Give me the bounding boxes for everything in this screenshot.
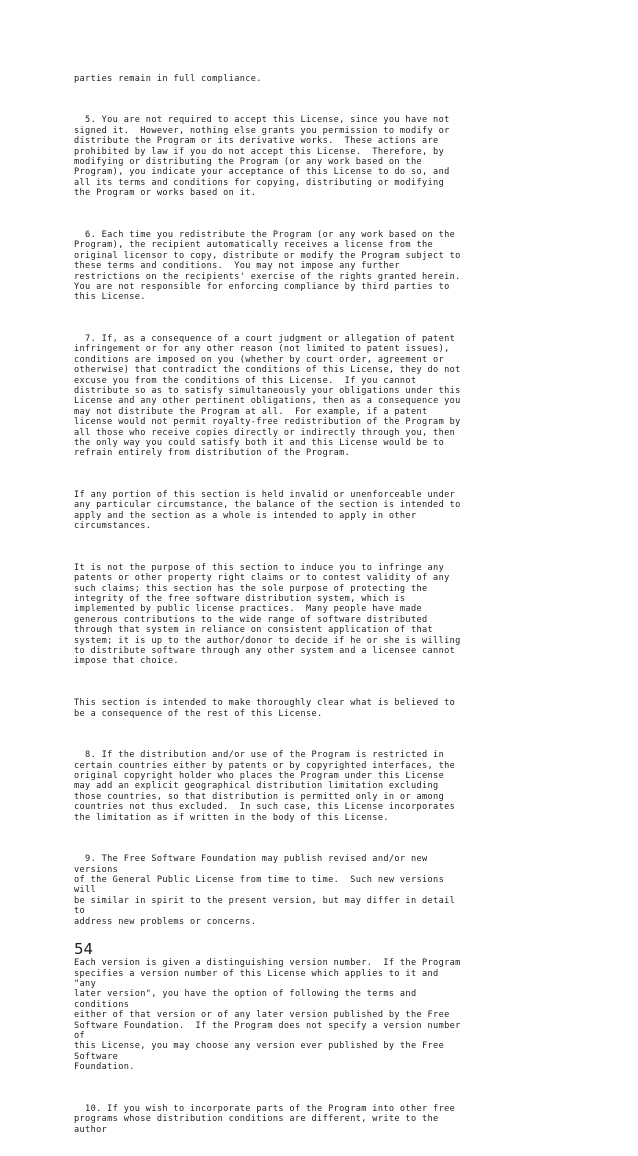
paragraph-section-10: 10. If you wish to incorporate parts of the Program into other free programs whose distribution conditions are different, write to the author [74,1103,456,1135]
paragraph-continuation: parties remain in full compliance. [74,73,262,84]
paragraph-section-9: 9. The Free Software Foundation may publish revised and/or new versions of the General Public License from time to time. Such new versions will be similar in spirit to the present version, but may differ in detail to address new problems or concerns. [74,854,456,927]
paragraph-section-9-version-number: Each version is given a distinguishing version number. If the Program specifies a version number of this License which applies to it and "any later version", you have the option of following the terms and conditions either of that version or of any later version published by the Free Software Foundation. If the Program does not specify a version number of this License, you may choose any version ever published by the Free Software Foundation. [74,958,461,1073]
paragraph-section-7-invalid-portion: If any portion of this section is held invalid or unenforceable under any particular circumstance, the balance of the section is intended to apply and the section as a whole is intended to apply in other circumstances. [74,490,461,532]
paragraph-section-5: 5. You are not required to accept this License, since you have not signed it. However, nothing else grants you permission to modify or distribute the Program or its derivative works. These actions are prohibited by law if you do not accept this License. Therefore, by modifying or distributing the Program (or any work based on the Program), you indicate your acceptance of this License to do so, and all its terms and conditions for copying, distributing or modifying the Program or works based on it. [74,115,450,199]
paragraph-section-6: 6. Each time you redistribute the Program (or any work based on the Program), the recipient automatically receives a license from the original licensor to copy, distribute or modify the Program subject to these terms and conditions. You may not impose any further restrictions on the recipients' exercise of the rights granted herein. You are not responsible for enforcing compliance by third parties to this License. [74,229,461,303]
paragraph-section-7-clarification: This section is intended to make thoroughly clear what is believed to be a consequence of the rest of this License. [74,698,456,719]
page-number: 54 [74,940,94,958]
license-text [74,53,574,1156]
paragraph-section-7-purpose: It is not the purpose of this section to induce you to infringe any patents or other property right claims or to contest validity of any such claims; this section has the sole purpose of protecting the integrity of the free software distribution system, which is implemented by public license practices. Many people have made generous contributions to the wide range of software distributed through that system in reliance on consistent application of that system; it is up to the author/donor to decide if he or she is willing to distribute software through any other system and a licensee cannot impose that choice. [74,562,461,667]
paragraph-section-7: 7. If, as a consequence of a court judgment or allegation of patent infringement or for any other reason (not limited to patent issues), conditions are imposed on you (whether by court order, agreement or otherwise) that contradict the conditions of this License, they do not excuse you from the conditions of this License. If you cannot distribute so as to satisfy simultaneously your obligations under this License and any other pertinent obligations, then as a consequence you may not distribute the Program at all. For example, if a patent license would not permit royalty-free redistribution of the Program by all those who receive copies directly or indirectly through you, then the only way you could satisfy both it and this License would be to refrain entirely from distribution of the Program. [74,333,461,459]
paragraph-section-8: 8. If the distribution and/or use of the Program is restricted in certain countries either by patents or by copyrighted interfaces, the original copyright holder who places the Program under this License may add an explicit geographical distribution limitation excluding those countries, so that distribution is permitted only in or among countries not thus excluded. In such case, this License incorporates the limitation as if written in the body of this License. [74,750,456,823]
